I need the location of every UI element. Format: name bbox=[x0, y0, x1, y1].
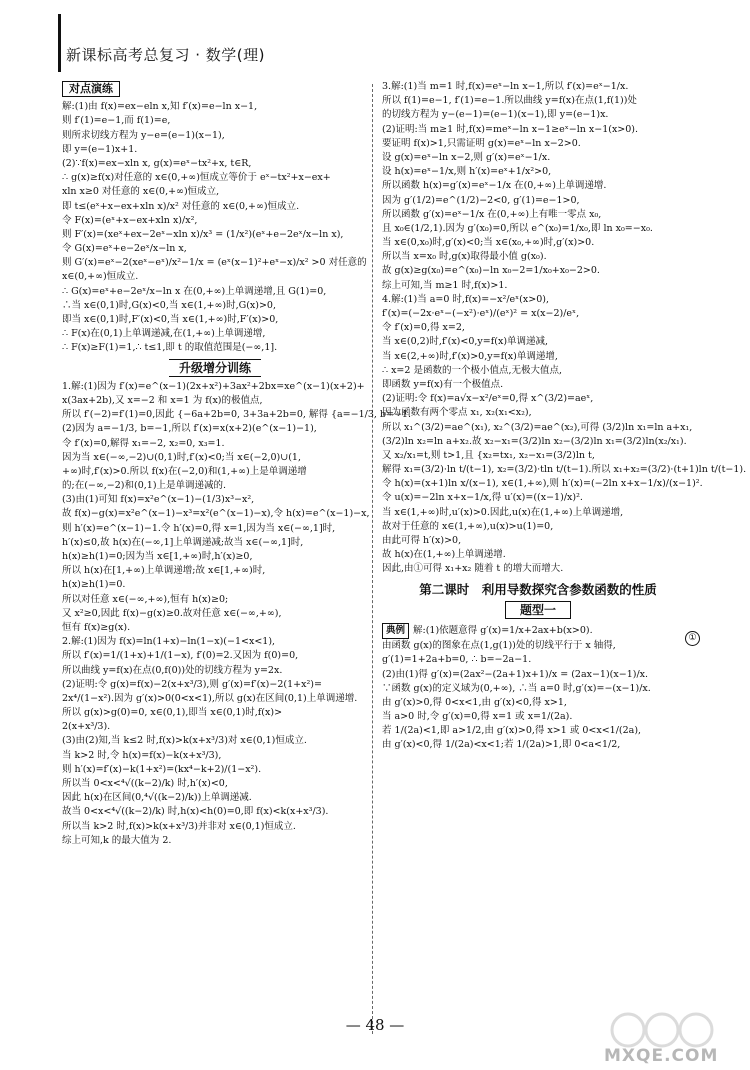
left-lines1-line: 则 F′(x)=(xeˣ+ex−2eˣ−xln x)/x³ = (1/x²)(eˣ+e−2eˣ/x−ln x), bbox=[62, 228, 344, 240]
right-solution-1 bbox=[382, 80, 747, 577]
right-lines2-line: (2)由(1)得 g′(x)=(2ax²−(2a+1)x+1)/x = (2ax−1)(x−1)/x. bbox=[382, 668, 649, 680]
right-lines2-line: ∵函数 g(x)的定义域为(0,+∞), ∴当 a=0 时,g′(x)=−(x−1)/x. bbox=[382, 682, 651, 694]
left-lines1-line: 令 G(x)=eˣ+e−2eˣ/x−ln x, bbox=[62, 243, 187, 255]
right-lines1-line: 由此可得 h′(x)>0, bbox=[382, 535, 462, 546]
left-lines2-line: (3)由(2)知,当 k≤2 时,f(x)>k(x+x³/3)对 x∈(0,1)恒成立. bbox=[62, 735, 307, 747]
left-lines1-line: 即 y=(e−1)x+1. bbox=[62, 143, 138, 155]
left-lines2-line: 的;在(−∞,−2)和(0,1)上是单调递减的. bbox=[62, 480, 227, 492]
left-lines1-line: 令 F(x)=(eˣ+x−ex+xln x)/x², bbox=[62, 214, 198, 226]
left-lines2-line: (3)由(1)可知 f(x)=x²e^(x−1)−(1/3)x³−x², bbox=[62, 494, 255, 506]
dianli-block bbox=[382, 623, 694, 639]
right-lines1-line: 故对于任意的 x∈(1,+∞),u(x)>u(1)=0, bbox=[382, 520, 554, 532]
right-lines2-line: 若 1/(2a)<1,即 a>1/2,由 g′(x)>0,得 x>1 或 0<x<1/(2a), bbox=[382, 725, 642, 737]
watermark-text: MXQE.COM bbox=[604, 1046, 719, 1066]
left-lines2-line: 所以 f′(−2)=f′(1)=0,因此 {−6a+2b=0, 3+3a+2b=0, 解得 {a=−1/3, b=−1. bbox=[62, 409, 411, 421]
left-lines2-line: 当 k>2 时,令 h(x)=f(x)−k(x+x³/3), bbox=[62, 749, 222, 761]
left-lines1-line: ∴当 x∈(0,1)时,G(x)<0,当 x∈(1,+∞)时,G(x)>0, bbox=[62, 299, 276, 311]
right-lines1-line: 令 u(x)=−2ln x+x−1/x,得 u′(x)=((x−1)/x)². bbox=[382, 492, 583, 504]
left-lines1-line: x∈(0,+∞)恒成立. bbox=[62, 271, 139, 283]
right-lines1-line: 又 x₂/x₁=t,则 t>1,且 {x₂=tx₁, x₂−x₁=(3/2)ln t, bbox=[382, 449, 595, 461]
right-lines1-line: ∴ x=2 是函数的一个极小值点,无极大值点, bbox=[382, 364, 562, 376]
left-lines2-line: 所以 g(x)>g(0)=0, x∈(0,1),即当 x∈(0,1)时,f(x)> bbox=[62, 707, 283, 719]
left-lines1-line: ∴ g(x)≥f(x)对任意的 x∈(0,+∞)恒成立等价于 eˣ−tx²+x−ex+ bbox=[62, 172, 331, 184]
header-title: 新课标高考总复习 · 数学(理) bbox=[66, 46, 266, 64]
left-lines1-line: 即 t≤(eˣ+x−ex+xln x)/x² 对任意的 x∈(0,+∞)恒成立. bbox=[62, 200, 300, 212]
right-lines1-line: 当 x∈(1,+∞)时,u′(x)>0.因此,u(x)在(1,+∞)上单调递增, bbox=[382, 506, 624, 518]
right-lines1-line: 故 g(x)≥g(x₀)=e^(x₀)−ln x₀−2=1/x₀+x₀−2>0. bbox=[382, 265, 600, 277]
left-lines2-line: +∞)时,f′(x)>0.所以 f(x)在(−2,0)和(1,+∞)上是单调递增 bbox=[62, 465, 307, 477]
right-lines1-line: 令 h(x)=(x+1)ln x/(x−1), x∈(1,+∞),则 h′(x)=(−2ln x+x−1/x)/(x−1)². bbox=[382, 478, 703, 490]
left-lines2-line: h′(x)≤0,故 h(x)在(−∞,1]上单调递减;故当 x∈(−∞,1]时, bbox=[62, 536, 304, 548]
right-lines1-line: 故 h(x)在(1,+∞)上单调递增. bbox=[382, 549, 506, 561]
right-column bbox=[382, 80, 747, 1040]
left-lines2-line: 1.解:(1)因为 f′(x)=e^(x−1)(2x+x²)+3ax²+2bx=xe^(x−1)(x+2)+ bbox=[62, 380, 365, 392]
left-lines2-line: 所以对任意 x∈(−∞,+∞),恒有 h(x)≥0; bbox=[62, 593, 229, 605]
left-lines2-line: 2.解:(1)因为 f(x)=ln(1+x)−ln(1−x)(−1<x<1), bbox=[62, 636, 276, 648]
right-lines1-line: (2)证明:令 f(x)=a√x−x²/eˣ=0,得 x^(3/2)=aeˣ, bbox=[382, 393, 594, 405]
right-solution-2 bbox=[382, 639, 694, 753]
right-lines1-line: 所以当 x=x₀ 时,g(x)取得最小值 g(x₀). bbox=[382, 251, 547, 263]
left-lines2-line: h(x)≥h(1)=0. bbox=[62, 579, 126, 591]
right-lines1-line: 的切线方程为 y−(e−1)=(e−1)(x−1),即 y=(e−1)x. bbox=[382, 109, 609, 121]
right-lines1-line: 所以函数 h(x)=g′(x)=eˣ−1/x 在(0,+∞)上单调递增. bbox=[382, 180, 607, 192]
left-lines2-line: 则 h′(x)=f′(x)−k(1+x²)=(kx⁴−k+2)/(1−x²). bbox=[62, 763, 262, 775]
right-lines1-line: 所以 f(1)=e−1, f′(1)=e−1.所以曲线 y=f(x)在点(1,f(1))处 bbox=[382, 95, 637, 107]
right-lines1-line: (2)证明:当 m≥1 时,f(x)=meˣ−ln x−1≥eˣ−ln x−1(x>0). bbox=[382, 123, 639, 135]
dianli-label: 典例 bbox=[382, 623, 409, 639]
right-lines1-line: 所以函数 g′(x)=eˣ−1/x 在(0,+∞)上有唯一零点 x₀, bbox=[382, 208, 602, 220]
box-title-shengji: 升级增分训练 bbox=[169, 359, 261, 377]
right-lines2-line: 当 a>0 时,令 g′(x)=0,得 x=1 或 x=1/(2a). bbox=[382, 711, 573, 723]
left-lines2-line: (2)证明:令 g(x)=f(x)−2(x+x³/3),则 g′(x)=f′(x)−2(1+x²)= bbox=[62, 678, 322, 690]
left-lines2-line: 故当 0<x<⁴√((k−2)/k) 时,h(x)<h(0)=0,即 f(x)<k(x+x³/3). bbox=[62, 806, 329, 818]
left-lines1-line: ∴ F(x)≥F(1)=1,∴ t≤1,即 t 的取值范围是(−∞,1]. bbox=[62, 342, 278, 354]
right-lines1-line: 综上可知,当 m≥1 时,f(x)>1. bbox=[382, 279, 508, 291]
left-lines2-line: 所以当 0<x<⁴√((k−2)/k) 时,h′(x)<0, bbox=[62, 778, 228, 790]
right-lines1-line: 解得 x₁=(3/2)·ln t/(t−1), x₂=(3/2)·tln t/(t−1).所以 x₁+x₂=(3/2)·(t+1)ln t/(t−1). bbox=[382, 464, 747, 476]
left-lines2-line: (2)因为 a=−1/3, b=−1,所以 f′(x)=x(x+2)(e^(x−1)−1), bbox=[62, 423, 317, 435]
header-rule bbox=[58, 14, 61, 72]
right-lines1-line: 当 x∈(0,x₀)时,g′(x)<0;当 x∈(x₀,+∞)时,g′(x)>0. bbox=[382, 237, 595, 249]
tixing-wrapper bbox=[382, 601, 694, 619]
left-lines1-line: 则 f′(1)=e−1,而 f(1)=e, bbox=[62, 115, 171, 127]
box-title-duidian: 对点演练 bbox=[62, 81, 120, 97]
right-lines1-line: 3.解:(1)当 m=1 时,f(x)=eˣ−ln x−1,所以 f′(x)=eˣ−1/x. bbox=[382, 81, 629, 92]
right-lines2-line: 由函数 g(x)的图象在点(1,g(1))处的切线平行于 x 轴得, bbox=[382, 640, 616, 652]
left-lines2-line: 所以 h(x)在[1,+∞)上单调递增;故 x∈[1,+∞)时, bbox=[62, 565, 266, 577]
left-lines2-line: 2(x+x³/3). bbox=[62, 721, 111, 733]
right-lines1-line: 当 x∈(0,2)时,f′(x)<0,y=f(x)单调递减, bbox=[382, 336, 549, 348]
left-lines2-line: 故 f(x)−g(x)=x²e^(x−1)−x³=x²(e^(x−1)−x),令 h(x)=e^(x−1)−x, bbox=[62, 508, 370, 520]
left-solution-1 bbox=[62, 100, 368, 355]
left-lines1-line: 解:(1)由 f(x)=ex−eln x,知 f′(x)=e−ln x−1, bbox=[62, 101, 258, 113]
left-lines2-line: 又 x²≥0,因此 f(x)−g(x)≥0.故对任意 x∈(−∞,+∞), bbox=[62, 607, 282, 619]
left-lines2-line: h(x)≥h(1)=0;因为当 x∈[1,+∞)时,h′(x)≥0, bbox=[62, 551, 253, 563]
right-lines1-line: 因此,由①可得 x₁+x₂ 随着 t 的增大而增大. bbox=[382, 563, 564, 575]
left-lines2-line: 因为当 x∈(−∞,−2)∪(0,1)时,f′(x)<0;当 x∈(−2,0)∪(1, bbox=[62, 451, 301, 463]
right-lines2-line: g′(1)=1+2a+b=0, ∴ b=−2a−1. bbox=[382, 654, 532, 666]
left-lines2-line: 恒有 f(x)≥g(x). bbox=[62, 621, 131, 633]
left-lines1-line: xln x≥0 对任意的 x∈(0,+∞)恒成立, bbox=[62, 186, 220, 198]
left-lines2-line: 令 f′(x)=0,解得 x₁=−2, x₂=0, x₃=1. bbox=[62, 437, 225, 449]
right-lines1-line: 当 x∈(2,+∞)时,f′(x)>0,y=f(x)单调递增, bbox=[382, 350, 558, 362]
left-lines1-line: 即当 x∈(0,1)时,F′(x)<0,当 x∈(1,+∞)时,F′(x)>0, bbox=[62, 314, 279, 326]
section-title: 第二课时 利用导数探究含参数函数的性质 bbox=[419, 581, 657, 597]
right-lines1-line: 即函数 y=f(x)有一个极值点. bbox=[382, 378, 504, 390]
circle-mark: ① bbox=[685, 631, 700, 646]
right-lines1-line: 因为函数有两个零点 x₁, x₂(x₁<x₂), bbox=[382, 407, 532, 419]
right-lines1-line: 设 g(x)=eˣ−ln x−2,则 g′(x)=eˣ−1/x. bbox=[382, 151, 551, 163]
left-lines1-line: ∴ F(x)在(0,1)上单调递减,在(1,+∞)上单调递增, bbox=[62, 328, 266, 340]
left-lines2-line: 所以当 k>2 时,f(x)>k(x+x³/3)并非对 x∈(0,1)恒成立. bbox=[62, 820, 296, 832]
left-lines1-line: (2)∵f(x)=ex−xln x, g(x)=eˣ−tx²+x, t∈R, bbox=[62, 157, 252, 169]
page-number: — 48 — bbox=[345, 1016, 405, 1034]
box-title-shengji-wrapper bbox=[62, 359, 368, 377]
left-lines2-line: 则 h′(x)=e^(x−1)−1.令 h′(x)=0,得 x=1,因为当 x∈(−∞,1]时, bbox=[62, 522, 336, 534]
left-lines2-line: 2x⁴/(1−x²).因为 g′(x)>0(0<x<1),所以 g(x)在区间(0,1)上单调递增. bbox=[62, 692, 358, 704]
left-lines2-line: x(3ax+2b),又 x=−2 和 x=1 为 f(x)的极值点, bbox=[62, 394, 263, 406]
right-lines2-line: 由 g′(x)<0,得 1/(2a)<x<1;若 1/(2a)>1,即 0<a<1/2, bbox=[382, 739, 621, 751]
right-lines1-line: (3/2)ln x₂=ln a+x₂.故 x₂−x₁=(3/2)ln x₂−(3/2)ln x₁=(3/2)ln(x₂/x₁). bbox=[382, 435, 687, 447]
left-lines1-line: ∴ G(x)=eˣ+e−2eˣ/x−ln x 在(0,+∞)上单调递增,且 G(1)=0, bbox=[62, 285, 327, 297]
right-lines1-line: 4.解:(1)当 a=0 时,f(x)=−x²/eˣ(x>0), bbox=[382, 293, 549, 305]
tixing-label: 题型一 bbox=[505, 601, 571, 619]
right-lines2-line: 由 g′(x)>0,得 0<x<1,由 g′(x)<0,得 x>1, bbox=[382, 696, 567, 708]
right-lines1-line: 令 f′(x)=0,得 x=2, bbox=[382, 322, 465, 334]
left-lines1-line: 则所求切线方程为 y−e=(e−1)(x−1), bbox=[62, 129, 225, 141]
left-lines2-line: 综上可知,k 的最大值为 2. bbox=[62, 834, 172, 846]
right-lines1-line: f′(x)=(−2x·eˣ−(−x²)·eˣ)/(eˣ)² = x(x−2)/eˣ, bbox=[382, 308, 580, 319]
right-lines1-line: 要证明 f(x)>1,只需证明 g(x)=eˣ−ln x−2>0. bbox=[382, 137, 581, 149]
right-lines1-line: 因为 g′(1/2)=e^(1/2)−2<0, g′(1)=e−1>0, bbox=[382, 194, 580, 206]
left-lines2-line: 所以 f′(x)=1/(1+x)+1/(1−x), f′(0)=2.又因为 f(0)=0, bbox=[62, 650, 299, 662]
left-lines2-line: 所以曲线 y=f(x)在点(0,f(0))处的切线方程为 y=2x. bbox=[62, 664, 283, 676]
right-lines1-line: 且 x₀∈(1/2,1).因为 g′(x₀)=0,所以 e^(x₀)=1/x₀,即 ln x₀=−x₀. bbox=[382, 222, 653, 234]
left-lines2-line: 因此 h(x)在区间(0,⁴√((k−2)/k))上单调递减. bbox=[62, 792, 252, 804]
column-divider bbox=[372, 84, 373, 1034]
right-lines1-line: 所以 x₁^(3/2)=ae^(x₁), x₂^(3/2)=ae^(x₂),可得 (3/2)ln x₁=ln a+x₁, bbox=[382, 421, 693, 433]
right-lines1-line: 设 h(x)=eˣ−1/x,则 h′(x)=eˣ+1/x²>0, bbox=[382, 166, 552, 178]
left-lines1-line: 则 G′(x)=eˣ−2(xeˣ−eˣ)/x²−1/x = (eˣ(x−1)²+eˣ−x)/x² >0 对任意的 bbox=[62, 257, 367, 269]
dianli-first-line: 解:(1)依题意得 g′(x)=1/x+2ax+b(x>0). bbox=[413, 624, 593, 636]
